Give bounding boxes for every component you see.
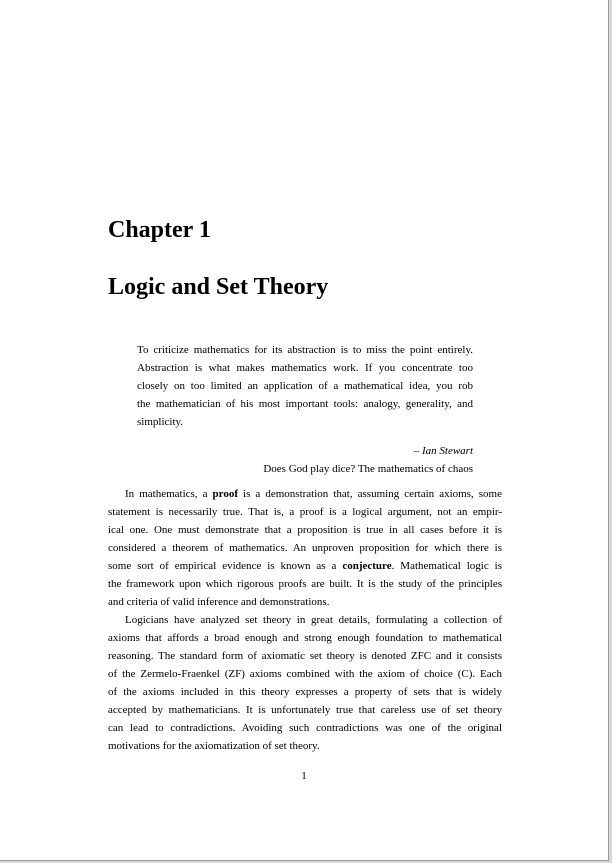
chapter-label: Chapter 1 <box>108 217 211 243</box>
epigraph-source: Does God play dice? The mathematics of chaos <box>263 463 473 475</box>
text-run: some sort of empirical evidence is known as a <box>108 560 343 572</box>
epigraph-line: the mathematician of his most important tools: analogy, generality, and <box>137 398 473 410</box>
chapter-title: Logic and Set Theory <box>108 274 329 300</box>
page-number: 1 <box>301 770 307 782</box>
epigraph-line: closely on too limited an application of a mathematical idea, you rob <box>137 380 473 392</box>
term-conjecture: conjecture <box>342 560 392 572</box>
epigraph-line: Abstraction is what makes mathematics work. If you concentrate too <box>137 362 473 374</box>
body-line: can lead to contradictions. Avoiding such contradictions was one of the original <box>108 722 502 734</box>
term-proof: proof <box>212 488 238 500</box>
body-line <box>108 557 502 575</box>
body-line: and criteria of valid inference and demonstrations. <box>108 596 330 608</box>
body-line: accepted by mathematicians. It is unfortunately true that careless use of set theory <box>108 704 502 716</box>
body-line: axioms that affords a broad enough and strong enough foundation to mathematical <box>108 632 502 644</box>
text-run: is a demonstration that, assuming certain axioms, some <box>238 488 502 500</box>
body-line: reasoning. The standard form of axiomatic set theory is denoted ZFC and it consists <box>108 650 502 662</box>
body-line: of the Zermelo-Fraenkel (ZF) axioms combined with the axiom of choice (C). Each <box>108 668 502 680</box>
paragraph-proof <box>108 485 502 611</box>
body-line: motivations for the axiomatization of set theory. <box>108 740 320 752</box>
body-line: the framework upon which rigorous proofs are built. It is the study of the principles <box>108 578 502 590</box>
body-line <box>108 485 502 503</box>
epigraph-line: To criticize mathematics for its abstraction is to miss the point entirely. <box>137 344 473 356</box>
epigraph-line: simplicity. <box>137 416 184 428</box>
body-line: considered a theorem of mathematics. An unproven proposition for which there is <box>108 542 502 554</box>
body-line: of the axioms included in this theory expresses a property of sets that is widely <box>108 686 502 698</box>
body-line: ical one. One must demonstrate that a proposition is true in all cases before it is <box>108 524 502 536</box>
paragraph-set-theory <box>108 611 502 755</box>
epigraph-author: – Ian Stewart <box>413 445 473 457</box>
epigraph-attribution <box>137 442 473 478</box>
chapter-body <box>108 485 502 755</box>
body-line: Logicians have analyzed set theory in great details, formulating a collection of <box>125 614 502 626</box>
epigraph-quote <box>137 341 473 431</box>
text-run: . Mathematical logic is <box>391 560 502 572</box>
text-run: In mathematics, a <box>125 488 213 500</box>
body-line: statement is necessarily true. That is, a proof is a logical argument, not an empir- <box>108 506 502 518</box>
